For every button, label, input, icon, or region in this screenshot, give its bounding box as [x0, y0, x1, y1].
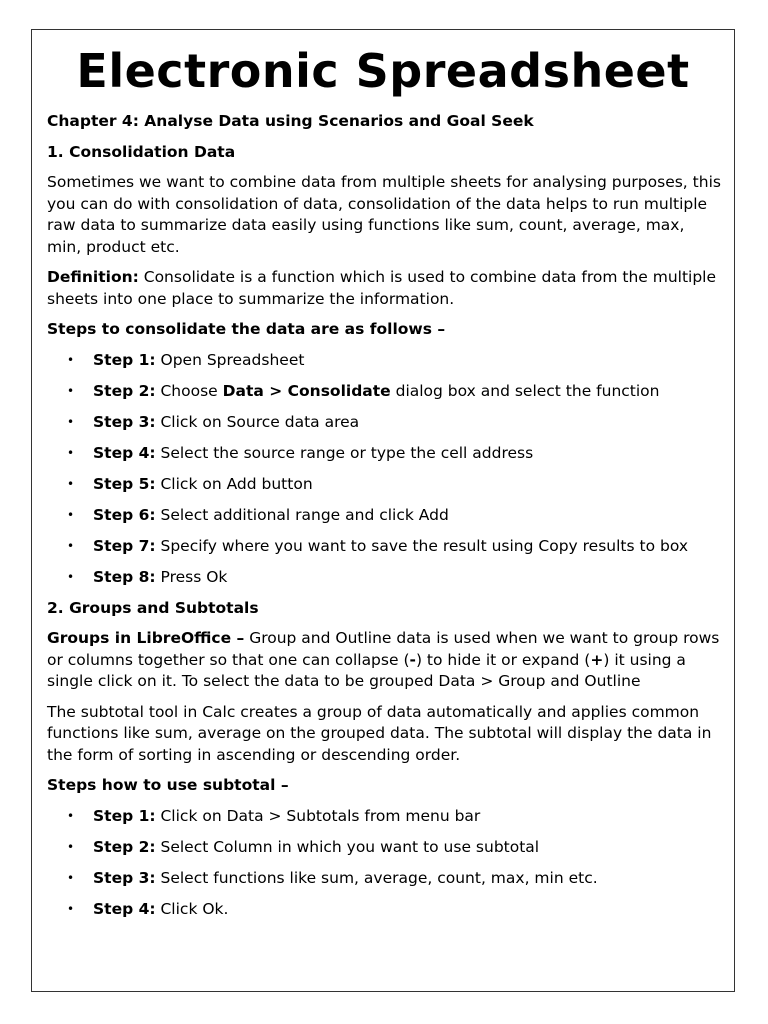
document-page	[31, 29, 735, 992]
step-label: Step 4:	[93, 899, 156, 918]
step-text: Choose	[155, 381, 223, 400]
step-text: Click Ok.	[155, 899, 229, 918]
consolidate-steps-heading: Steps to consolidate the data are as follows –	[47, 320, 446, 338]
step-text: Click on Add button	[155, 474, 313, 493]
step-label: Step 8:	[93, 567, 156, 586]
step-label: Step 1:	[93, 350, 156, 369]
step-text: Select Column in which you want to use subtotal	[155, 837, 540, 856]
step-label: Step 3:	[93, 412, 156, 431]
section-heading-groups: 2. Groups and Subtotals	[47, 598, 259, 617]
list-item	[47, 505, 722, 527]
list-item	[47, 806, 722, 828]
section-heading-consolidation: 1. Consolidation Data	[47, 142, 236, 161]
list-item	[47, 868, 722, 890]
list-item	[47, 350, 722, 372]
step-text: Select functions like sum, average, count, max, min etc.	[155, 868, 598, 887]
subtotal-paragraph: The subtotal tool in Calc creates a group of data automatically and applies common functions like sum, average on the grouped data. The subtotal will display the data in the form of sorting in ascending or descending order.	[47, 702, 712, 764]
list-item	[47, 381, 722, 403]
step-text: Click on Data > Subtotals from menu bar	[155, 806, 481, 825]
definition-text: Consolidate is a function which is used to combine data from the multiple sheets into one place to summarize the information.	[47, 268, 717, 308]
step-text: dialog box and select the function	[390, 381, 660, 400]
step-label: Step 7:	[93, 536, 156, 555]
step-label: Step 1:	[93, 806, 156, 825]
groups-label: Groups in LibreOffice –	[47, 629, 245, 647]
groups-paragraph	[47, 628, 722, 693]
list-item	[47, 899, 722, 921]
step-label: Step 2:	[93, 837, 156, 856]
document-body	[47, 111, 722, 930]
list-item	[47, 474, 722, 496]
step-label: Step 2:	[93, 381, 156, 400]
subtotal-steps-list	[47, 806, 722, 921]
groups-text: ) it using a single click on it. To select the data to be grouped Data > Group and Outline	[47, 650, 686, 690]
subtotal-steps-heading: Steps how to use subtotal –	[47, 776, 289, 794]
plus-symbol: +	[590, 650, 604, 669]
step-label: Step 3:	[93, 868, 156, 887]
page-title: Electronic Spreadsheet	[76, 44, 690, 98]
groups-text: ) to hide it or expand (	[415, 650, 591, 669]
step-label: Step 6:	[93, 505, 156, 524]
step-text: Click on Source data area	[155, 412, 360, 431]
list-item	[47, 443, 722, 465]
step-text: Press Ok	[155, 567, 228, 586]
step-text: Open Spreadsheet	[155, 350, 305, 369]
step-label: Step 5:	[93, 474, 156, 493]
groups-text: Group and Outline data is used when we want to group rows or columns together so that one can collapse (	[47, 629, 720, 669]
definition-paragraph	[47, 267, 722, 310]
list-item	[47, 412, 722, 434]
step-text: Select the source range or type the cell address	[155, 443, 534, 462]
consolidation-paragraph: Sometimes we want to combine data from multiple sheets for analysing purposes, this you can do with consolidation of data, consolidation of the data helps to run multiple raw data to summarize data easily using functions like sum, count, average, max, min, product etc.	[47, 173, 721, 256]
chapter-heading: Chapter 4: Analyse Data using Scenarios and Goal Seek	[47, 112, 534, 130]
minus-symbol: -	[409, 650, 416, 669]
step-text: Select additional range and click Add	[155, 505, 449, 524]
consolidate-steps-list	[47, 350, 722, 589]
step-text: Specify where you want to save the result using Copy results to box	[155, 536, 688, 555]
definition-label: Definition:	[47, 268, 139, 286]
list-item	[47, 536, 722, 558]
list-item	[47, 837, 722, 859]
step-label: Step 4:	[93, 443, 156, 462]
list-item	[47, 567, 722, 589]
step-emphasis: Data > Consolidate	[222, 381, 391, 400]
